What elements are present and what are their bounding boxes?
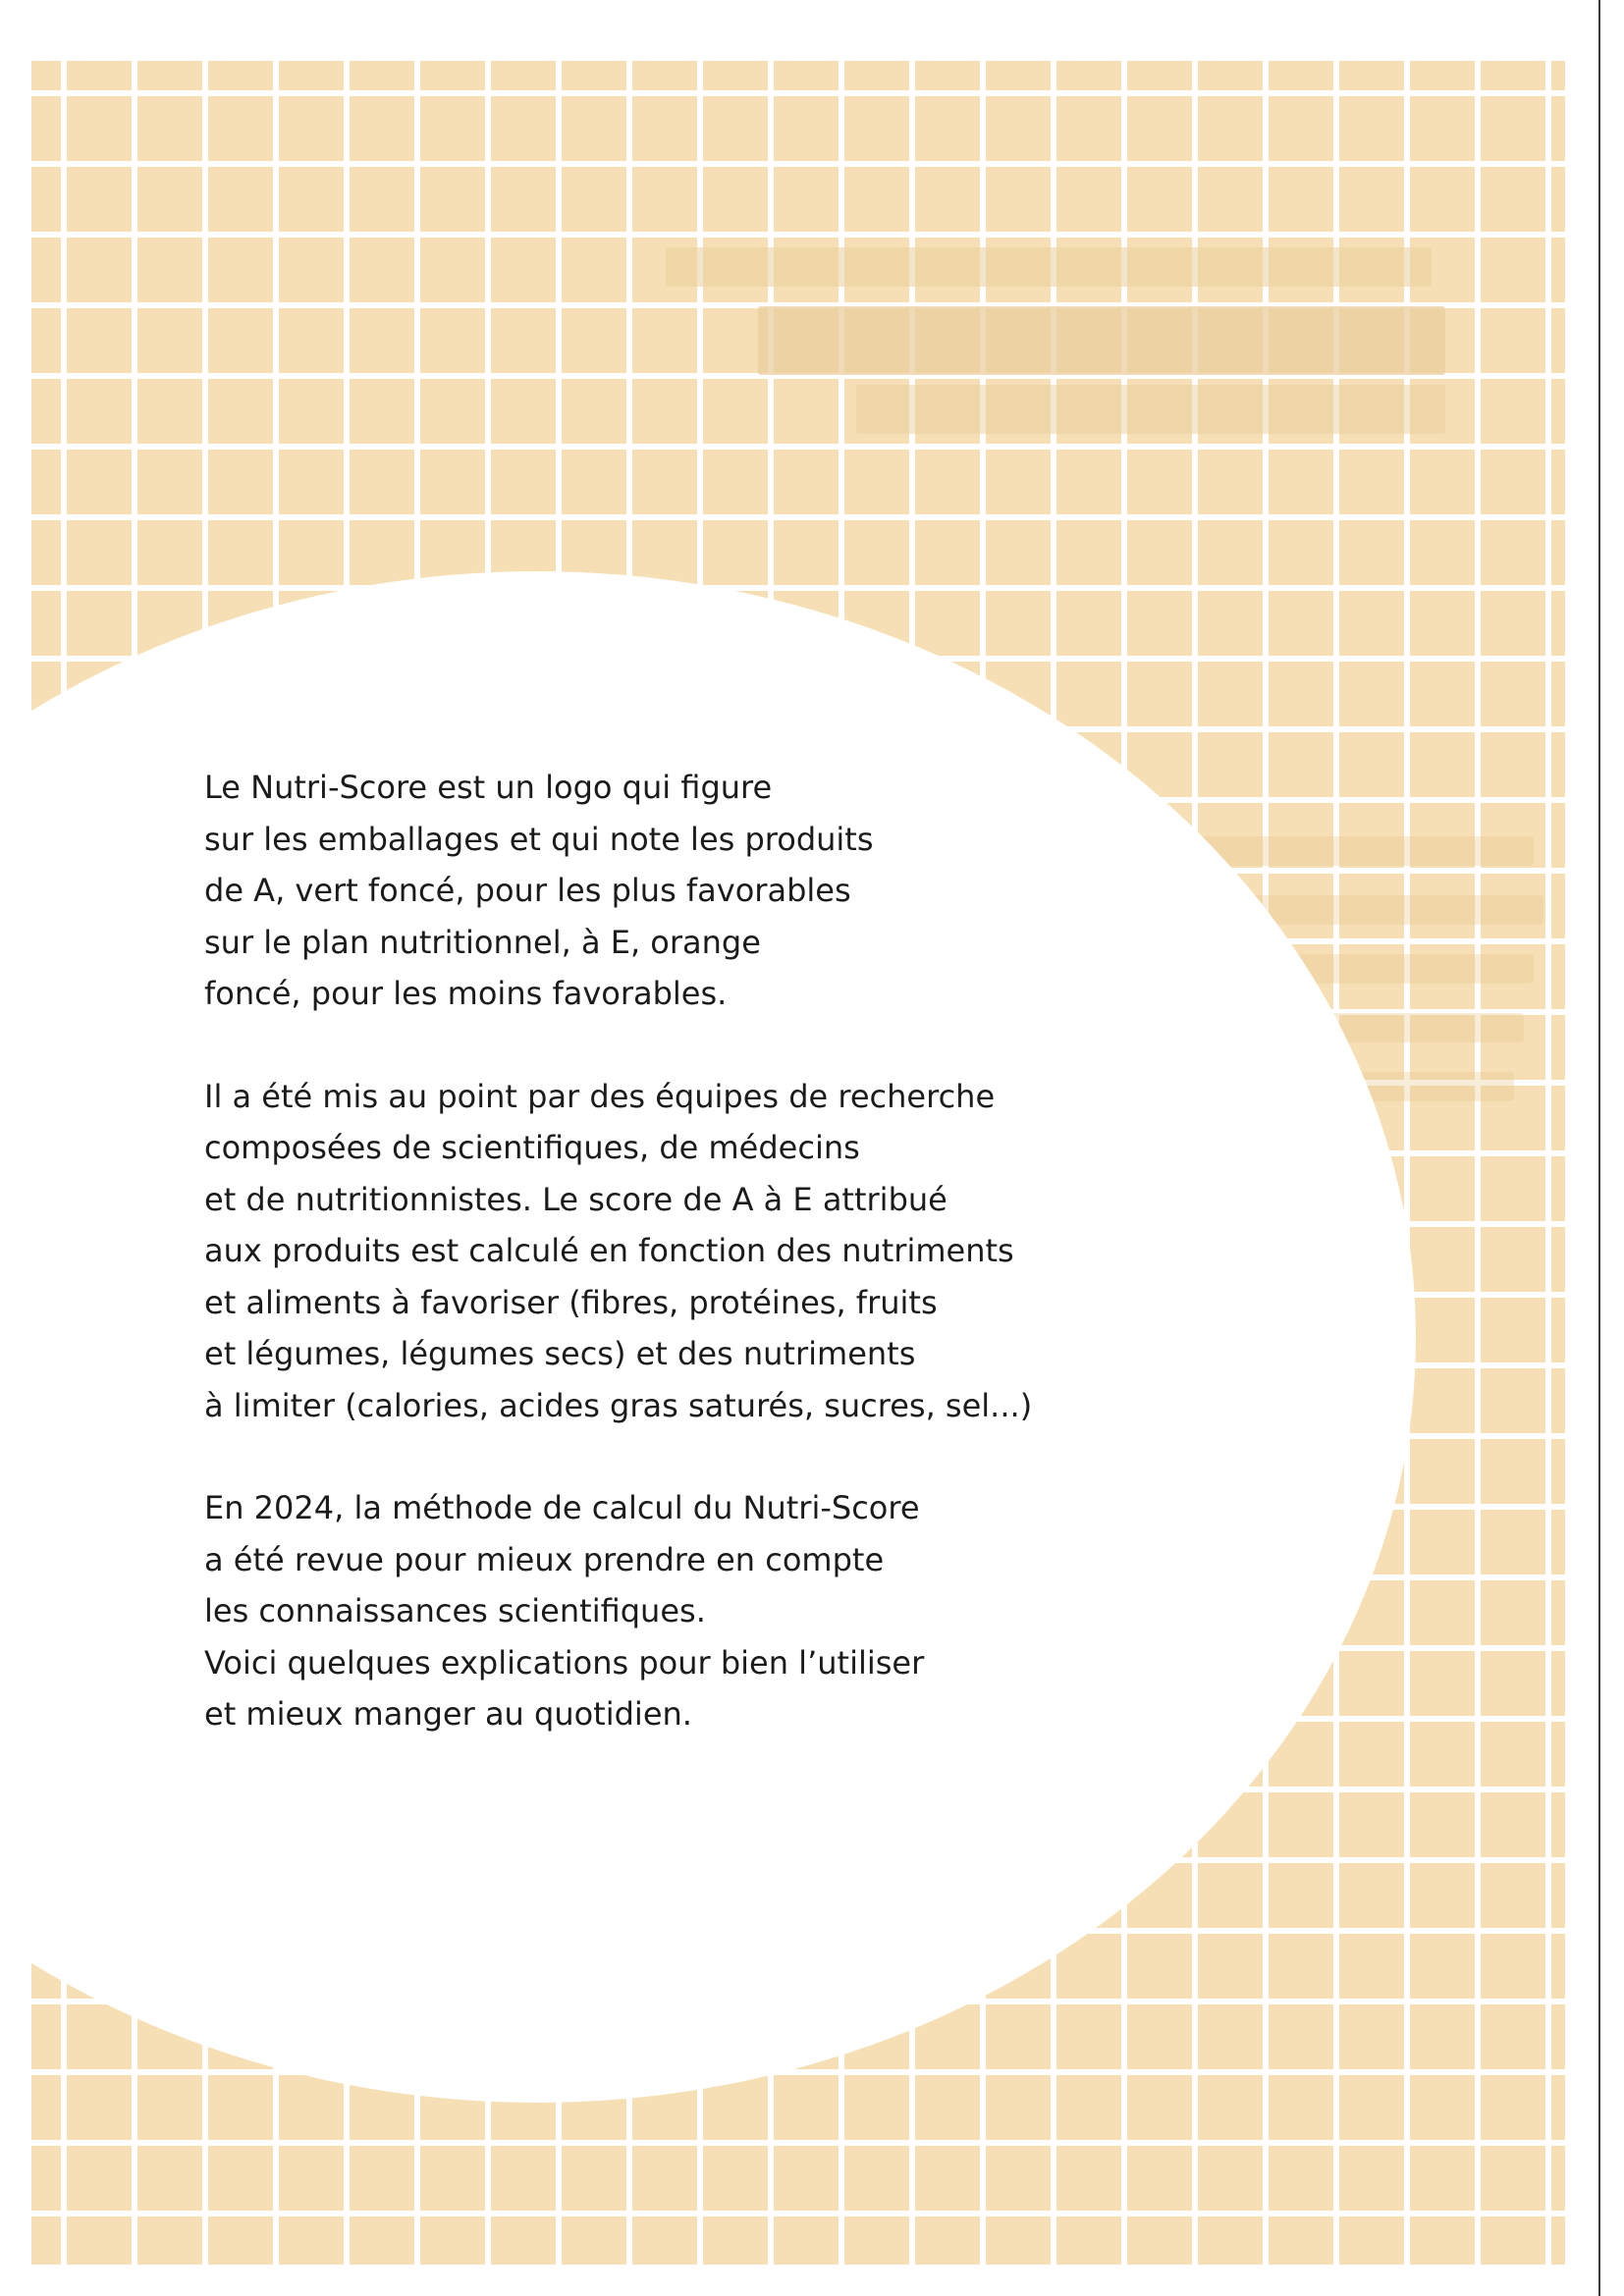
page-edge-line	[1598, 0, 1600, 2296]
paragraph-nutri-score-definition: Le Nutri-Score est un logo qui figure sur les emballages et qui note les produits de A, vert foncé, pour les plus favorables sur le plan nutritionnel, à E, orange foncé, pour les moins favorables.	[204, 769, 874, 1012]
intro-text-block	[204, 762, 1225, 1791]
paragraph-2024-revision: En 2024, la méthode de calcul du Nutri-Score a été revue pour mieux prendre en compte les connaissances scientifiques. Voici quelques explications pour bien l’utiliser et mieux manger au quotidien.	[204, 1489, 925, 1733]
show-through-heading	[758, 306, 1445, 375]
show-through-heading	[856, 385, 1445, 434]
show-through-heading	[666, 247, 1432, 287]
show-through-text	[1190, 836, 1534, 866]
paragraph-score-method: Il a été mis au point par des équipes de recherche composées de scientifiques, de médecins et de nutritionnistes. Le score de A à E attribué aux produits est calculé en fonction des nutriments et aliments à favoriser (fibres, protéines, fruits et légumes, légumes secs) et des nutriments à limiter (calories, acides gras saturés, sucres, sel...)	[204, 1077, 1033, 1424]
